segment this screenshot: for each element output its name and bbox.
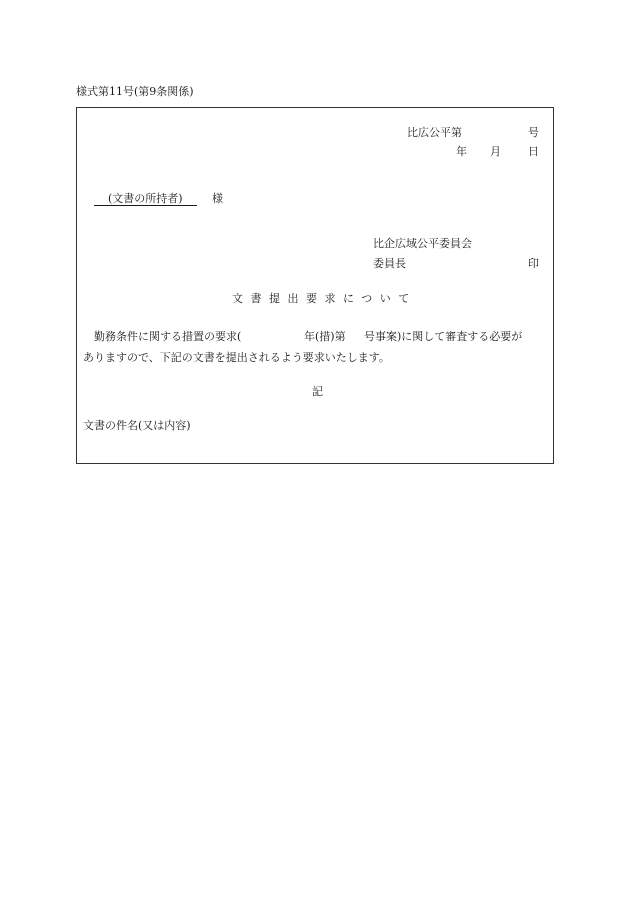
date-year-label: 年 — [456, 145, 467, 158]
document-number-suffix: 号 — [528, 126, 539, 139]
date-month-label: 月 — [490, 145, 501, 158]
body-line1-part2: 年(措)第 — [304, 330, 346, 343]
document-title: 文書提出要求について — [232, 292, 417, 305]
form-number-label: 様式第11号(第9条関係) — [76, 85, 194, 98]
issuer-organization: 比企広域公平委員会 — [373, 237, 472, 250]
form-frame — [76, 107, 554, 464]
addressee-holder: (文書の所持者) — [94, 193, 197, 206]
body-line1-part1: 勤務条件に関する措置の要求( — [94, 330, 242, 343]
body-line2: ありますので、下記の文書を提出されるよう要求いたします。 — [83, 351, 390, 364]
addressee-honorific: 様 — [212, 192, 223, 205]
issuer-seal-mark: 印 — [528, 257, 539, 270]
issuer-title: 委員長 — [373, 257, 406, 270]
subject-label: 文書の件名(又は内容) — [83, 419, 191, 432]
body-line1-part3: 号事案)に関して審査する必要が — [364, 330, 523, 343]
document-number-prefix: 比広公平第 — [407, 126, 462, 139]
date-day-label: 日 — [528, 145, 539, 158]
ki-label: 記 — [312, 385, 323, 398]
